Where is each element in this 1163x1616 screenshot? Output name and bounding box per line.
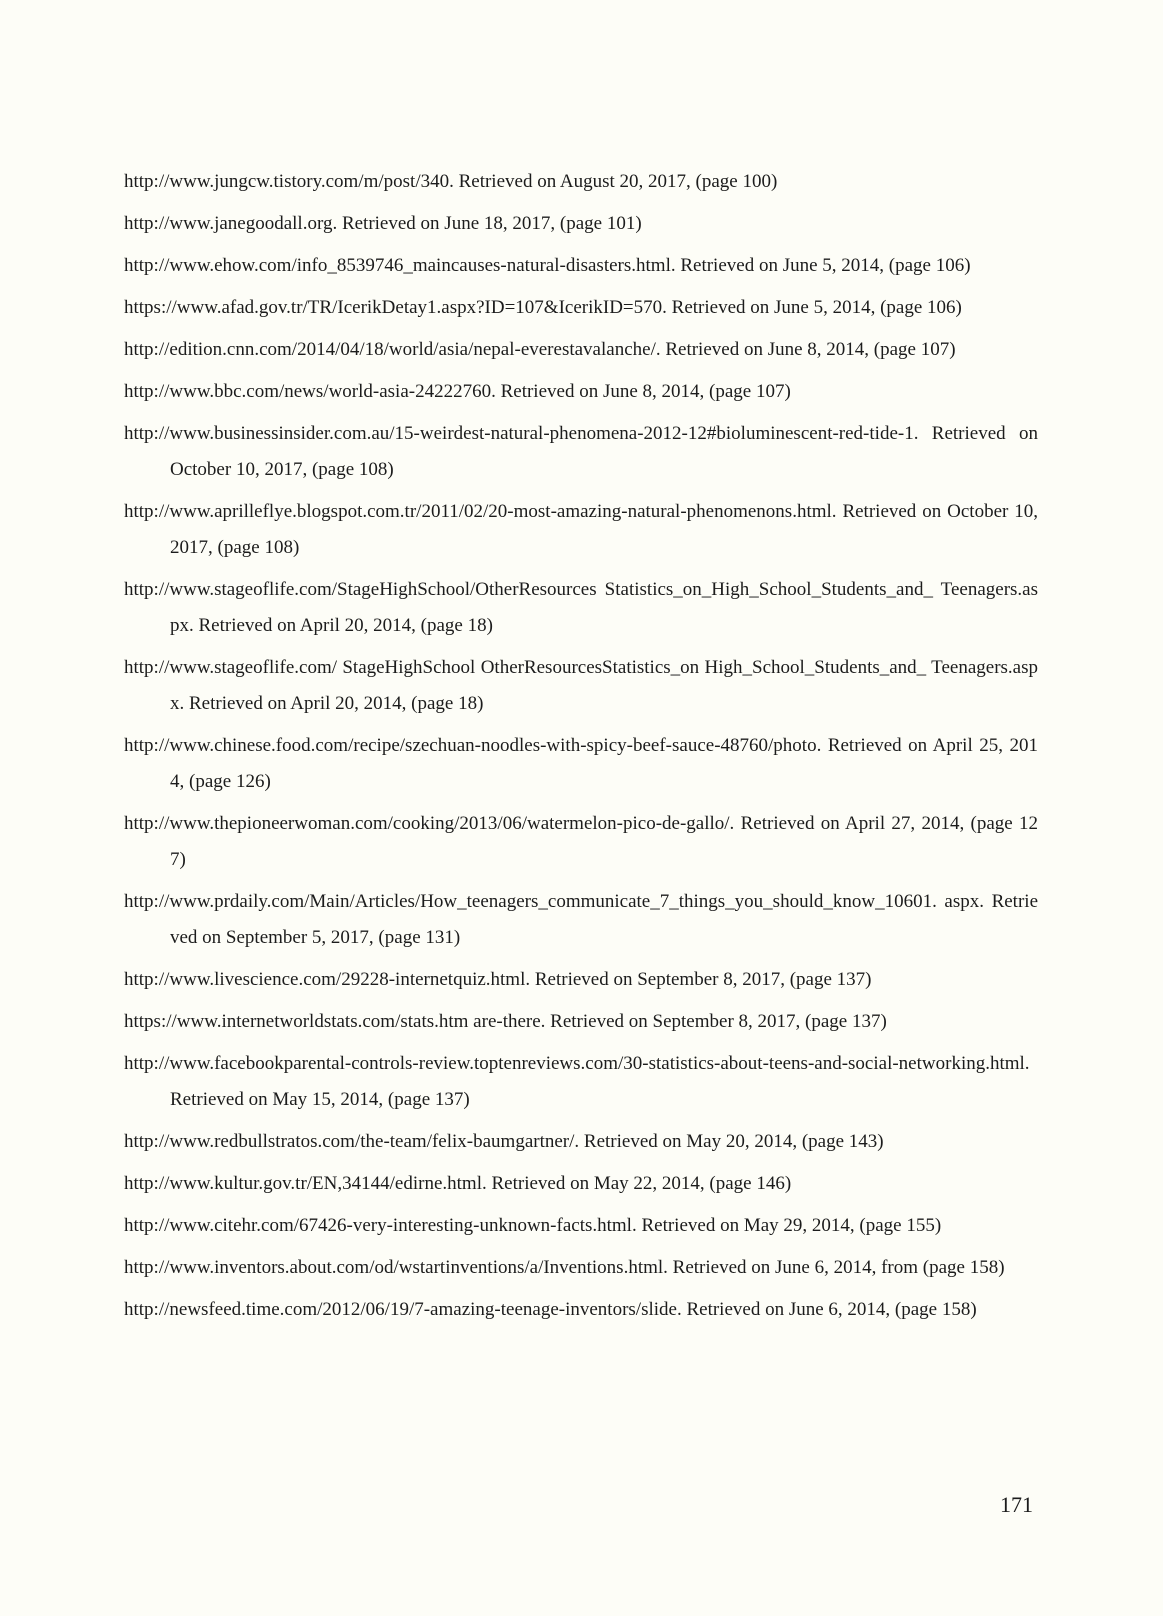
- reference-entry: http://www.redbullstratos.com/the-team/felix-baumgartner/. Retrieved on May 20, 2014, (page 143): [124, 1131, 884, 1152]
- reference-entry: http://www.kultur.gov.tr/EN,34144/edirne.html. Retrieved on May 22, 2014, (page 146): [124, 1173, 792, 1194]
- reference-list: [124, 164, 1038, 1334]
- reference-entry: http://www.chinese.food.com/recipe/szechuan-noodles-with-spicy-beef-sauce-48760/photo. Retrieved on April 25, 2014, (page 126): [124, 735, 1038, 792]
- reference-entry: http://www.livescience.com/29228-internetquiz.html. Retrieved on September 8, 2017, (page 137): [124, 969, 872, 990]
- reference-entry: http://www.bbc.com/news/world-asia-24222760. Retrieved on June 8, 2014, (page 107): [124, 381, 791, 402]
- reference-entry: http://www.ehow.com/info_8539746_maincauses-natural-disasters.html. Retrieved on June 5, 2014, (page 106): [124, 255, 971, 276]
- reference-entry: http://www.facebookparental-controls-review.toptenreviews.com/30-statistics-about-teens-and-social-networking.html. Retrieved on May 15, 2014, (page 137): [124, 1053, 1030, 1110]
- reference-entry: http://www.stageoflife.com/ StageHighSchool OtherResourcesStatistics_on High_School_Students_and_ Teenagers.aspx. Retrieved on April 20, 2014, (page 18): [124, 657, 1038, 714]
- reference-entry: http://www.citehr.com/67426-very-interesting-unknown-facts.html. Retrieved on May 29, 2014, (page 155): [124, 1215, 942, 1236]
- page-number: 171: [1000, 1492, 1033, 1517]
- reference-entry: https://www.internetworldstats.com/stats.htm are-there. Retrieved on September 8, 2017, (page 137): [124, 1011, 887, 1032]
- reference-entry: https://www.afad.gov.tr/TR/IcerikDetay1.aspx?ID=107&IcerikID=570. Retrieved on June 5, 2014, (page 106): [124, 297, 962, 318]
- reference-entry: http://www.businessinsider.com.au/15-weirdest-natural-phenomena-2012-12#bioluminescent-red-tide-1. Retrieved on October 10, 2017, (page 108): [124, 423, 1038, 480]
- reference-entry: http://newsfeed.time.com/2012/06/19/7-amazing-teenage-inventors/slide. Retrieved on June 6, 2014, (page 158): [124, 1299, 977, 1320]
- reference-entry: http://www.stageoflife.com/StageHighSchool/OtherResources Statistics_on_High_School_Students_and_ Teenagers.aspx. Retrieved on April 20, 2014, (page 18): [124, 579, 1038, 636]
- reference-entry: http://www.inventors.about.com/od/wstartinventions/a/Inventions.html. Retrieved on June 6, 2014, from (page 158): [124, 1257, 1005, 1278]
- reference-entry: http://www.jungcw.tistory.com/m/post/340. Retrieved on August 20, 2017, (page 100): [124, 171, 778, 192]
- reference-entry: http://www.thepioneerwoman.com/cooking/2013/06/watermelon-pico-de-gallo/. Retrieved on April 27, 2014, (page 127): [124, 813, 1038, 870]
- reference-entry: http://www.janegoodall.org. Retrieved on June 18, 2017, (page 101): [124, 213, 642, 234]
- reference-entry: http://www.aprilleflye.blogspot.com.tr/2011/02/20-most-amazing-natural-phenomenons.html. Retrieved on October 10, 2017, (page 108): [124, 501, 1038, 558]
- reference-entry: http://edition.cnn.com/2014/04/18/world/asia/nepal-everestavalanche/. Retrieved on June 8, 2014, (page 107): [124, 339, 956, 360]
- reference-entry: http://www.prdaily.com/Main/Articles/How_teenagers_communicate_7_things_you_should_know_10601. aspx. Retrieved on September 5, 2017, (page 131): [124, 891, 1038, 948]
